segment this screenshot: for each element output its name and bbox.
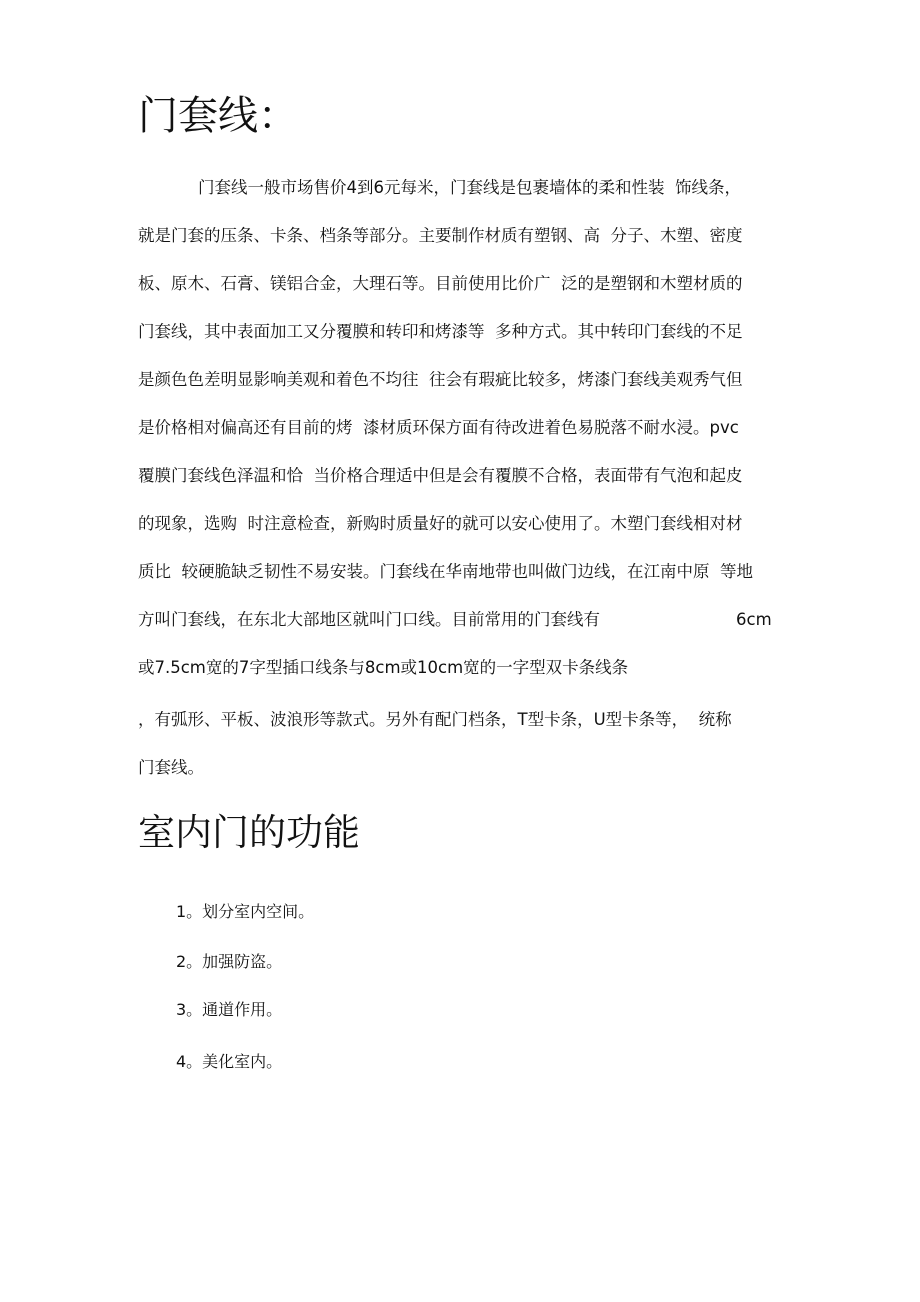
paragraph-line: 是颜色色差明显影响美观和着色不均往 往会有瑕疵比较多，烤漆门套线美观秀气但 — [138, 370, 743, 389]
list-item: 3。通道作用。 — [176, 1000, 283, 1019]
list-item: 4。美化室内。 — [176, 1052, 283, 1071]
paragraph-line: 或7.5cm宽的7字型插口线条与8cm或10cm宽的一字型双卡条线条 — [138, 658, 629, 677]
section-title-door-trim: 门套线： — [138, 93, 298, 139]
paragraph-line: 覆膜门套线色泽温和恰 当价格合理适中但是会有覆膜不合格，表面带有气泡和起皮 — [138, 466, 743, 485]
paragraph-line: 的现象，选购 时注意检查，新购时质量好的就可以安心使用了。木塑门套线相对材 — [138, 514, 743, 533]
paragraph-line: 门套线。 — [138, 758, 204, 777]
paragraph-line: 门套线一般市场售价4到6元每米，门套线是包裹墙体的柔和性装 饰线条， — [198, 178, 741, 197]
paragraph-line: ，有弧形、平板、波浪形等款式。另外有配门档条，T型卡条，U型卡条等， 统称 — [138, 710, 732, 729]
list-item: 2。加强防盗。 — [176, 952, 283, 971]
paragraph-line: 就是门套的压条、卡条、档条等部分。主要制作材质有塑钢、高 分子、木塑、密度 — [138, 226, 743, 245]
paragraph-line: 方叫门套线，在东北大部地区就叫门口线。目前常用的门套线有 — [138, 610, 600, 629]
width-value-6cm: 6cm — [736, 610, 772, 629]
paragraph-line: 质比 较硬脆缺乏韧性不易安装。门套线在华南地带也叫做门边线，在江南中原 等地 — [138, 562, 753, 581]
paragraph-line: 板、原木、石膏、镁铝合金，大理石等。目前使用比价广 泛的是塑钢和木塑材质的 — [138, 274, 743, 293]
list-item: 1。划分室内空间。 — [176, 902, 315, 921]
paragraph-line: 是价格相对偏高还有目前的烤 漆材质环保方面有待改进着色易脱落不耐水浸。pvc — [138, 418, 739, 437]
section-title-door-functions: 室内门的功能 — [138, 811, 360, 854]
paragraph-line: 门套线，其中表面加工又分覆膜和转印和烤漆等 多种方式。其中转印门套线的不足 — [138, 322, 743, 341]
